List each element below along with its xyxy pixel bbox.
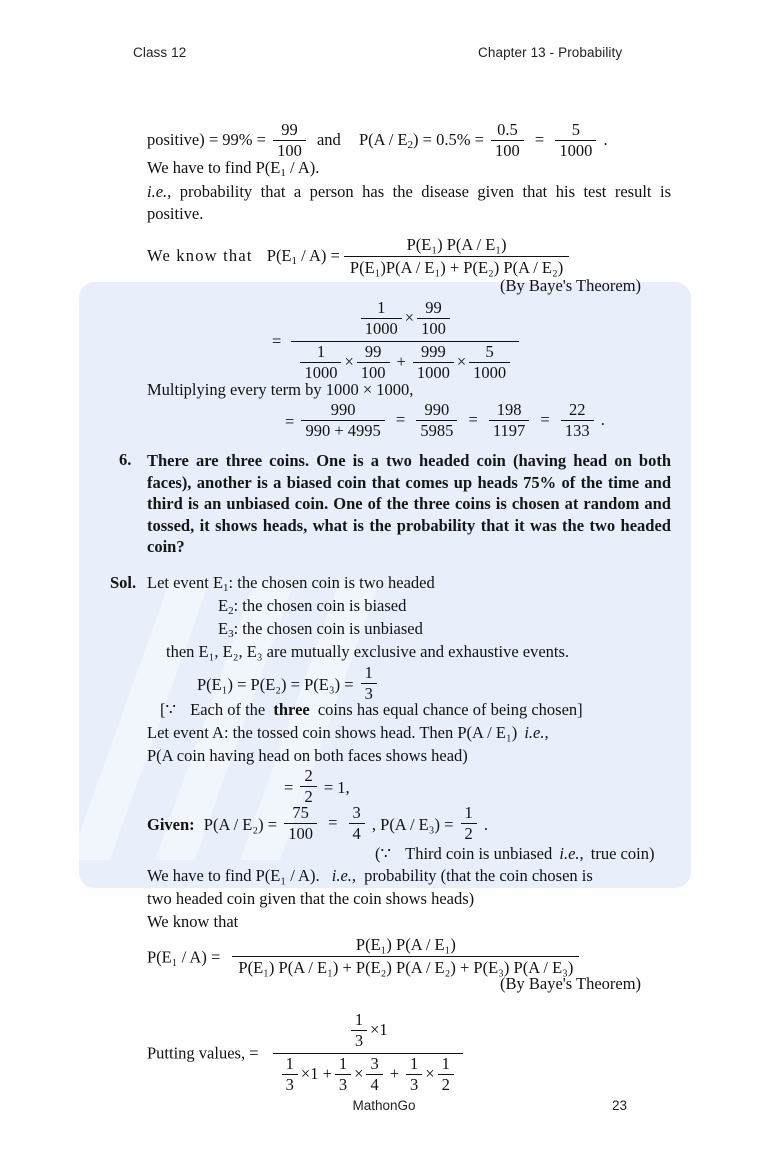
subscript-1: 1 — [280, 167, 286, 180]
line-multiplying-terms: Multiplying every term by 1000 × 1000, — [147, 380, 414, 399]
we-have-to-find-end: / A). — [285, 158, 320, 177]
by-bayes-theorem-note-1: (By Baye's Theorem) — [500, 276, 642, 295]
times-sign-3: × — [456, 351, 467, 371]
fraction-198-over-1197: $\frac{198}{1197}$ — [489, 401, 529, 440]
fraction-999-over-1000: $\frac{999}{1000}$ — [413, 343, 454, 382]
subscript-e1: 1 — [223, 582, 229, 595]
and-word: and — [316, 130, 341, 150]
fraction-3-over-4-a: $\frac{3}{4}$ — [349, 804, 365, 843]
we-have-to-find-text-2: We have to find P(E₁ / A). — [147, 866, 320, 885]
solution-line2-rest: : the chosen coin is biased — [233, 596, 407, 615]
line-let-event-a — [147, 722, 552, 743]
solution-line-mutually-exclusive: then E₁, E₂, E₃ are mutually exclusive and exhaustive events. — [166, 642, 570, 661]
two-over-two-equation — [284, 768, 350, 807]
fraction-990-over-5985: $\frac{990}{5985}$ — [416, 401, 457, 440]
plus-sign-1: + — [396, 351, 406, 371]
given-pa-e2-lhs: P(A / E₂) = — [203, 814, 278, 834]
nested-denominator — [291, 342, 519, 383]
by-bayes-theorem-note-2: (By Baye's Theorem) — [500, 974, 642, 993]
subscript-e3: 3 — [228, 628, 234, 641]
final-bayes-numerator: P(E₁) P(A / E₁) — [232, 936, 579, 957]
period-2: . — [600, 410, 605, 430]
fraction-99-over-100-a: $\frac{99}{100}$ — [417, 299, 450, 338]
because-symbol-1: [∵ — [160, 700, 176, 719]
period-3: . — [483, 814, 489, 834]
footer-brand: MathonGo — [352, 1098, 416, 1113]
equal-prob-text: P(E₁) = P(E₂) = P(E₃) = — [197, 674, 354, 694]
note-equal-chance — [160, 699, 583, 720]
bayes-denominator-1: P(E₁)P(A / E₁) + P(E₂) P(A / E₂) — [349, 258, 564, 278]
fraction-99-over-100-b: $\frac{99}{100}$ — [357, 343, 390, 382]
line-we-have-to-find-2 — [147, 865, 593, 886]
final-bayes-fraction — [232, 936, 579, 978]
putting-values-equation — [147, 1012, 463, 1094]
header-chapter-label: Chapter 13 - Probability — [478, 45, 623, 60]
header-class-label: Class 12 — [133, 45, 187, 60]
equals-sign-3: = — [285, 411, 295, 431]
subscript-e2: 2 — [228, 605, 234, 618]
plus-sign-2: + — [389, 1063, 400, 1083]
ie-italic-4: i.e., — [331, 866, 357, 885]
times-one-1: ×1 — [370, 1020, 388, 1040]
fraction-2-over-2: $\frac{2}{2}$ — [300, 767, 316, 806]
paragraph-ie-probability — [147, 181, 671, 224]
solution-line1-rest: : the chosen coin is two headed — [228, 573, 435, 592]
paragraph-probability-text: probability that a person has the disease given that his test result is positive. — [147, 182, 671, 223]
equals-sign-1: = — [534, 130, 545, 150]
fraction-1-over-3-c: $\frac{1}{3}$ — [282, 1055, 298, 1094]
fraction-22-over-133: $\frac{22}{133}$ — [561, 401, 594, 440]
fraction-1-over-1000-b: $\frac{1}{1000}$ — [300, 343, 341, 382]
nested-numerator — [291, 300, 519, 342]
line-we-know-that-1 — [147, 236, 569, 278]
equals-sign-8: = — [328, 813, 338, 833]
given-label: Given: — [147, 814, 195, 834]
times-sign-1: × — [404, 308, 415, 328]
question-text: There are three coins. One is a two headed coin (having head on both faces), another is a biased coin that comes up heads 75% of the time and third is an unbiased coin. One of the three coins is chosen at random and tossed, it shows heads, what is the probability that it was the two headed coin? — [147, 451, 671, 556]
equation-line-positive — [147, 122, 608, 161]
times-sign-5: × — [425, 1063, 435, 1083]
line-let-event-a-continued: P(A coin having head on both faces shows head) — [147, 746, 468, 765]
fraction-1-over-3-a: $\frac{1}{3}$ — [361, 664, 377, 703]
note-third-coin-unbiased — [375, 843, 654, 864]
footer-page-number: 23 — [612, 1098, 628, 1113]
putting-values-fraction — [273, 1012, 463, 1094]
result-fraction-chain — [285, 402, 605, 441]
bayes-fraction-1 — [344, 236, 569, 278]
fraction-3-over-4-b: $\frac{3}{4}$ — [366, 1055, 382, 1094]
putting-values-numerator — [273, 1012, 463, 1054]
third-coin-note-text: Third coin is unbiased — [405, 844, 553, 863]
final-bayes-lhs: P(E₁ / A) = — [147, 947, 221, 967]
we-have-to-find-rest-inline: probability (that the coin chosen is — [364, 866, 593, 885]
nested-fraction-equation — [272, 300, 519, 382]
equal-probabilities-equation — [197, 665, 380, 704]
times-sign-2: × — [344, 351, 354, 371]
we-have-to-find-text: We have to find P(E — [147, 158, 281, 177]
fraction-5-over-1000-b: $\frac{5}{1000}$ — [469, 343, 510, 382]
equals-sign-6: = — [540, 410, 550, 430]
period-1: . — [603, 130, 608, 150]
e3-label: E — [218, 619, 229, 638]
solution-line1-text: Let event E — [147, 573, 224, 592]
given-pa-e3-lhs: , P(A / E₃) = — [371, 814, 454, 834]
solution-line3-rest: : the chosen coin is unbiased — [233, 619, 423, 638]
two-over-two-result: = 1, — [323, 777, 350, 797]
because-symbol-2: (∵ — [375, 844, 391, 863]
line-we-know-that-2: We know that — [147, 912, 239, 931]
e2-label: E — [218, 596, 229, 615]
fraction-75-over-100: $\frac{75}{100}$ — [284, 804, 317, 843]
because-post-text: coins has equal chance of being chosen] — [317, 700, 583, 719]
question-number: 6. — [119, 450, 132, 469]
times-sign-4: × — [354, 1063, 364, 1083]
given-line — [147, 805, 488, 844]
equals-sign-4: = — [395, 410, 406, 430]
positive-prefix: positive) = 99% = — [147, 130, 266, 150]
line-we-have-to-find-2-cont: two headed coin given that the coin shows heads) — [147, 889, 475, 908]
equals-sign-7: = — [284, 777, 294, 797]
fraction-1-over-3-d: $\frac{1}{3}$ — [335, 1055, 351, 1094]
pa-e2-expression: $P(A / E_2) = 0.5\%$ = — [358, 130, 484, 152]
third-coin-note-end: true coin) — [590, 844, 655, 863]
times-one-2: ×1 + — [300, 1063, 332, 1083]
fraction-1-over-1000-a: $\frac{1}{1000}$ — [361, 299, 402, 338]
bold-three-word: three — [273, 700, 310, 719]
final-bayes-equation — [147, 936, 579, 978]
solution-label: Sol. — [110, 573, 137, 592]
fraction-1-over-2-a: $\frac{1}{2}$ — [461, 804, 477, 843]
bayes-numerator-1: P(E₁) P(A / E₁) — [344, 236, 569, 257]
fraction-990-over-990-4995: $\frac{990}{990 + 4995}$ — [301, 401, 384, 440]
let-event-a-text: Let event A: the tossed coin shows head. Then P(A / E₁) — [147, 723, 518, 742]
nested-fraction — [291, 300, 519, 382]
ie-italic-3: i.e., — [559, 844, 584, 863]
putting-values-label: Putting values, = — [147, 1043, 259, 1063]
final-bayes-denominator: P(E₁) P(A / E₁) + P(E₂) P(A / E₂) + P(E₃) P(A / E₃) — [238, 958, 574, 978]
ie-italic-1: i.e., — [147, 182, 172, 201]
fraction-5-over-1000: $\frac{5}{1000}$ — [555, 121, 596, 160]
fraction-1-over-2-b: $\frac{1}{2}$ — [438, 1055, 454, 1094]
because-pre-text: Each of the — [190, 700, 266, 719]
equals-sign-2: = — [272, 331, 282, 351]
equals-sign-5: = — [468, 410, 478, 430]
fraction-1-over-3-b: $\frac{1}{3}$ — [351, 1011, 367, 1050]
ie-italic-2: i.e., — [524, 723, 549, 742]
we-know-that-label-1: We know that — [147, 245, 253, 265]
fraction-1-over-3-e: $\frac{1}{3}$ — [406, 1055, 422, 1094]
putting-values-denominator — [273, 1054, 463, 1095]
fraction-99-over-100: $\frac{99}{100}$ — [273, 121, 306, 160]
pe1-a-lhs-1: $P(E_1 / A)$ = — [266, 245, 340, 267]
fraction-05-over-100: $\frac{0.5}{100}$ — [491, 121, 524, 160]
